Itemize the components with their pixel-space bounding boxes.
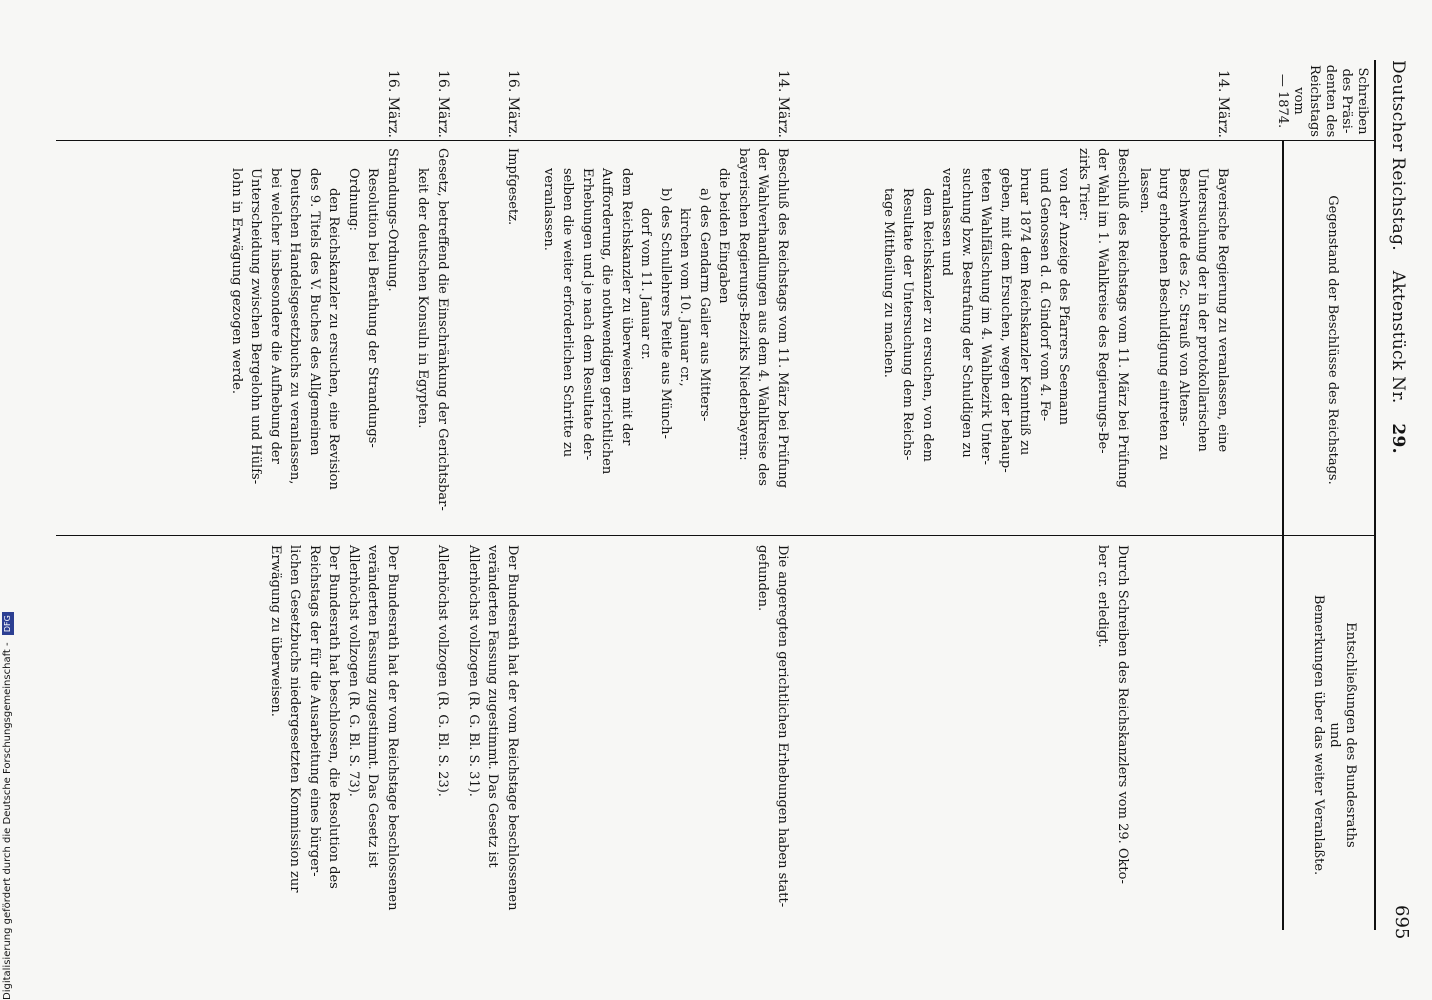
row-date: 16. März.: [505, 70, 521, 138]
header-document-label: Aktenstück Nr.: [1388, 270, 1408, 404]
column-header-subject: Gegenstand der Beschlüsse des Reichstags.: [1325, 195, 1340, 485]
header-publication: Deutscher Reichstag.: [1388, 60, 1408, 251]
row-subject: Beschluß des Reichstags vom 11. März bei Prüfung der Wahlverhandlungen aus dem 4. Wahlkreise des bayerischen Regierungs-Bezirks Niederbayern: die beiden Eingaben a) des Gendarm Gailer aus Mitters- kirchen vom 10. Januar cr., b) des Schullehrers Peitle aus Münch- dorf vom 11. Januar cr. dem Reichskanzler zu überweisen mit der Aufforderung, die nothwendigen gerichtlichen Erhebungen und je nach dem Resultate der- selben die weiter erforderlichen Schritte zu veranlassen.: [541, 148, 790, 489]
header-document-number: 29.: [1388, 423, 1408, 454]
running-header: [1388, 60, 1408, 880]
dfg-logo: DFG: [2, 612, 14, 635]
column-header-remarks: Entschließungen des Bundesraths und Bemerkungen über das weiter Veranlaßte.: [1311, 594, 1358, 876]
row-subject: Beschluß des Reichstags vom 11. März bei Prüfung der Wahl im 1. Wahlkreise des Regierungs-Be- zirks Trier: von der Anzeige des Pfarrers Seemann und Genossen d. d. Gindorf vom 4. Fe- bruar 1874 dem Reichskanzler Kenntniß zu geben, mit dem Ersuchen, wegen der behaup- teten Wahlfälschung im 4. Wahlbezirk Unter- suchung bzw. Bestrafung der Schuldigen zu veranlassen und dem Reichskanzler zu ersuchen, von dem Resultate der Untersuchung dem Reichs- tage Mittheilung zu machen.: [881, 148, 1130, 489]
column-header-date: Schreiben des Präsi- denten des Reichstags vom — 1874.: [1275, 64, 1370, 138]
row-subject: Gesetz, betreffend die Einschränkung der Gerichtsbar- keit der deutschen Konsuln in Egypten.: [415, 148, 450, 511]
column-divider-1: [56, 140, 1376, 141]
row-date: 16. März.: [385, 70, 401, 138]
row-subject: Strandungs-Ordnung. Resolution bei Berathung der Strandungs- Ordnung: den Reichskanzler zu ersuchen, eine Revision des 9. Titels des V. Buches des Allgemeinen Deutschen Handelsgesetzbuchs zu veranlassen, bei welcher insbesondere die Aufhebung der Unterscheidung zwischen Bergelohn und Hülfs- lohn in Erwägung gezogen werde.: [229, 148, 400, 490]
row-remark: Der Bundesrath hat der vom Reichstage beschlossenen veränderten Fassung zugestimmt. Das Gesetz ist Allerhöchst vollzogen (R. G. Bl. S. 31).: [466, 545, 520, 911]
row-remark: Die angeregten gerichtlichen Erhebungen haben statt- gefunden.: [755, 545, 790, 908]
row-subject: Impfgesetz.: [505, 148, 520, 226]
row-subject: Bayerische Regierung zu veranlassen, eine Untersuchung der in der protokollarischen Beschwerde des 2c. Strauß von Altens- burg erhobenen Beschuldigung eintreten zu lassen.: [1137, 168, 1230, 461]
row-remark: Allerhöchst vollzogen (R. G. Bl. S. 23).: [435, 545, 450, 797]
header-bottom-rule: [1282, 140, 1284, 930]
row-date: 14. März.: [775, 70, 791, 138]
column-divider-2: [56, 535, 1376, 536]
digitization-note: Digitalisierung gefördert durch die Deutsche Forschungsgemeinschaft -: [2, 642, 13, 1000]
digitization-footer: [2, 600, 18, 1000]
table-top-rule: [1374, 60, 1376, 930]
row-remark: Durch Schreiben des Reichskanzlers vom 29. Okto- ber cr. erledigt.: [1095, 545, 1130, 884]
page-number: 695: [1391, 905, 1412, 940]
row-remark: Der Bundesrath hat der vom Reichstage beschlossenen veränderten Fassung zugestimmt. Das Gesetz ist Allerhöchst vollzogen (R. G. Bl. S. 73). Der Bundesrath hat beschlossen, die Resolution des Reichstags der für die Ausarbeitung eines bürger- lichen Gesetzbuchs niedergesetzten Kommission zur Erwägung zu überweisen.: [268, 545, 400, 911]
row-date: 16. März.: [435, 70, 451, 138]
row-date: 14. März.: [1215, 70, 1231, 138]
